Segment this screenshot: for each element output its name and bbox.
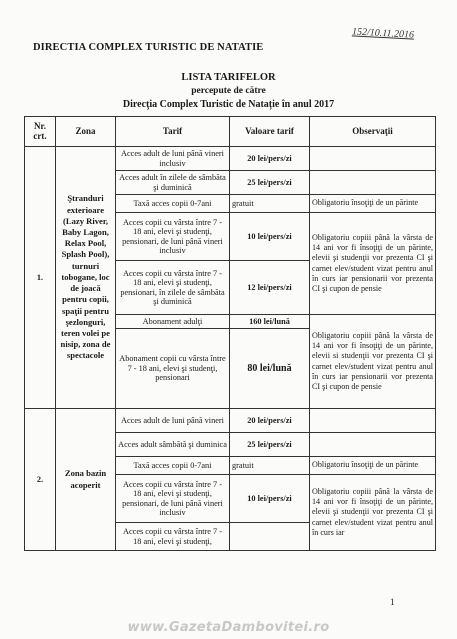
header-valoare: Valoare tarif (230, 117, 310, 147)
document-title: LISTA TARIFELOR (181, 72, 276, 83)
observation-cell (310, 433, 436, 457)
tariff-description: Acces copii cu vârsta între 7 - 18 ani, elevi şi studenţi, pensionari, în zilele de sâmbăta şi duminică (116, 261, 230, 315)
header-observatii: Observaţii (310, 117, 436, 147)
tariff-table (24, 116, 436, 551)
observation-cell: Obligatoriu copiii până la vârsta de 14 ani vor fi însoţiţi de un părinte, elevii şi studenţii vor prezenta CI şi carnet elev/student vizat pentru anul în curs iar pensionarii vor prezenta CI şi cupon de pensie (310, 213, 436, 315)
table-header-row (25, 117, 436, 147)
tariff-value: 10 lei/pers/zi (230, 213, 310, 261)
table-row (25, 409, 436, 433)
tariff-description: Acces adult sâmbătă şi duminica (116, 433, 230, 457)
tariff-description: Taxă acces copii 0-7ani (116, 457, 230, 475)
tariff-description: Acces copii cu vârsta între 7 - 18 ani, elevi şi studenţi, pensionari, de luni până vineri inclusiv (116, 475, 230, 523)
tariff-value: 12 lei/pers/zi (230, 261, 310, 315)
tariff-value: 80 lei/lună (230, 329, 310, 409)
tariff-value: 10 lei/pers/zi (230, 475, 310, 523)
tariff-value: 160 lei/lună (230, 315, 310, 329)
observation-cell (310, 147, 436, 171)
document-subtitle: percepute de către (191, 86, 266, 96)
header-tarif: Tarif (116, 117, 230, 147)
observation-cell: Obligatoriu copiii până la vârsta de 14 ani vor fi însoţiţi de un părinte, elevii si studenţii vor prezenta CI şi carnet elev/student vizat pentru anul în curs iar pensionarii vor prezenta CI şi cupon de pensie (310, 315, 436, 409)
tariff-description: Acces copii cu vârsta între 7 - 18 ani, elevi şi studenţi, pensionari, de luni până vineri inclusiv (116, 213, 230, 261)
zone-name: Ştranduri exterioare (Lazy River, Baby Lagon, Relax Pool, Splash Pool), turnuri tobogane, loc de joacă pentru copii, spaţii pentru şezlonguri, teren volei pe nisip, zona de spectacole (56, 147, 116, 409)
observation-cell: Obligatoriu copiii până la vârsta de 14 ani vor fi însoţiţi de un părinte, elevii şi studenţii vor prezenta CI şi carnet elev/student vizat pentru anul în curs iar (310, 475, 436, 551)
tariff-description: Abonament adulţi (116, 315, 230, 329)
tariff-value: gratuit (230, 195, 310, 213)
registration-number: 152/10.11.2016 (351, 26, 415, 41)
organization-name: DIRECTIA COMPLEX TURISTIC DE NATATIE (33, 42, 264, 53)
tariff-description: Acces copii cu vârsta între 7 - 18 ani, elevi şi studenţi, (116, 523, 230, 551)
tariff-description: Abonament copii cu vârsta între 7 - 18 ani, elevi şi studenţi, pensionari (116, 329, 230, 409)
header-nr: Nr. crt. (25, 117, 56, 147)
page-number: 1 (390, 597, 395, 607)
zone-name: Zona bazin acoperit (56, 409, 116, 551)
header-zona: Zona (56, 117, 116, 147)
tariff-description: Acces adult de luni până vineri (116, 409, 230, 433)
observation-cell (310, 171, 436, 195)
watermark: www.GazetaDambovitei.ro (127, 620, 330, 635)
tariff-value: 25 lei/pers/zi (230, 171, 310, 195)
row-number: 2. (25, 409, 56, 551)
observation-cell: Obligatoriu însoţiţi de un părinte (310, 457, 436, 475)
tariff-value (230, 523, 310, 551)
tariff-description: Taxă acces copii 0-7ani (116, 195, 230, 213)
tariff-value: 25 lei/pers/zi (230, 433, 310, 457)
row-number: 1. (25, 147, 56, 409)
tariff-description: Acces adult în zilele de sâmbăta şi duminică (116, 171, 230, 195)
tariff-description: Acces adult de luni până vineri inclusiv (116, 147, 230, 171)
tariff-value: 20 lei/pers/zi (230, 409, 310, 433)
observation-cell (310, 409, 436, 433)
observation-cell: Obligatoriu însoţiţi de un părinte (310, 195, 436, 213)
tariff-value: 20 lei/pers/zi (230, 147, 310, 171)
tariff-value: gratuit (230, 457, 310, 475)
table-row (25, 147, 436, 171)
document-subtitle-2: Direcţia Complex Turistic de Natație în anul 2017 (122, 99, 335, 110)
